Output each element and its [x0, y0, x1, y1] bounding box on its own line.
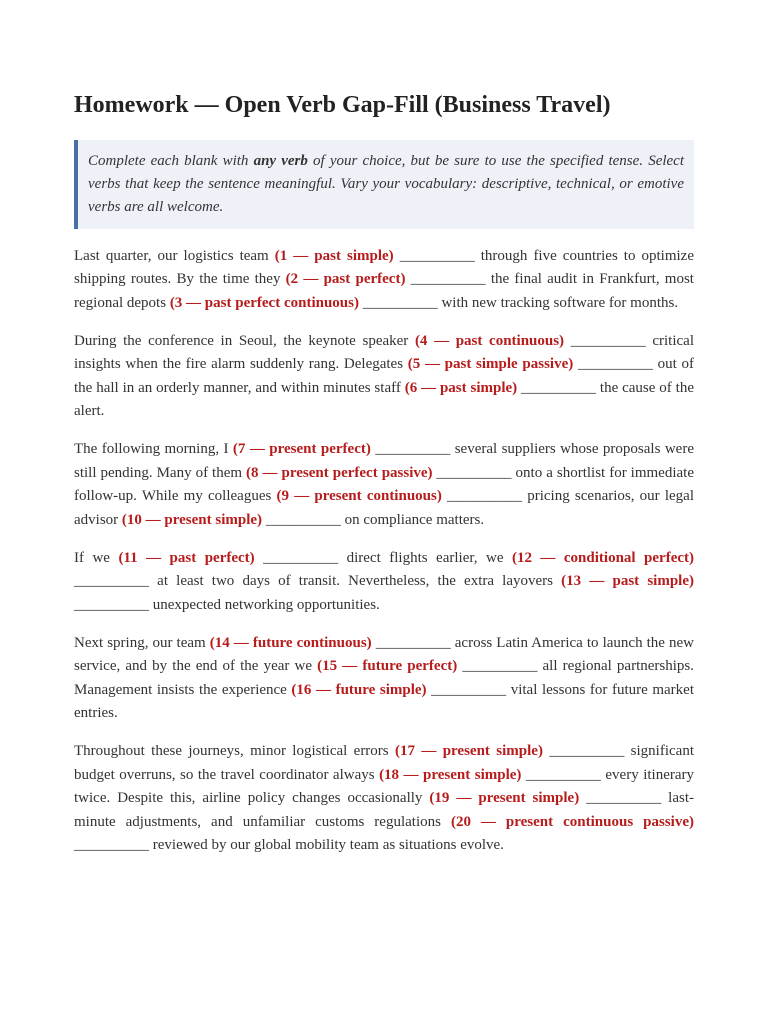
paragraph-text: direct flights earlier, we — [338, 549, 512, 566]
exercise-paragraph — [74, 547, 694, 617]
tense-prompt: (5 — past simple passive) — [407, 356, 574, 373]
tense-prompt: (18 — present simple) — [379, 766, 522, 783]
tense-prompt: (16 — future simple) — [291, 681, 427, 698]
answer-blank[interactable]: __________ — [362, 294, 438, 311]
paragraph-text: every itinerary twice. Despite this, airline policy changes occasionally — [74, 766, 694, 807]
answer-blank[interactable]: __________ — [577, 356, 653, 373]
tense-prompt: (8 — present perfect passive) — [246, 464, 433, 481]
answer-blank[interactable]: __________ — [549, 743, 625, 760]
instructions-text-after: of your choice, but be sure to use the specified tense. Select verbs that keep the sentence meaningful. Vary your vocabulary: descriptive, technical, or emotive verbs are all welcome. — [88, 153, 685, 215]
answer-blank[interactable]: __________ — [447, 488, 523, 505]
answer-blank[interactable]: __________ — [74, 596, 149, 613]
tense-prompt: (6 — past simple) — [404, 379, 518, 396]
paragraph-text: significant budget overruns, so the travel coordinator always — [74, 743, 694, 783]
answer-blank[interactable]: __________ — [462, 658, 538, 675]
paragraph-text: several suppliers whose proposals were still pending. Many of them — [74, 441, 694, 481]
paragraph-text — [564, 333, 571, 349]
answer-blank[interactable]: __________ — [586, 790, 662, 807]
tense-prompt: (4 — past continuous) — [414, 333, 565, 350]
paragraph-text: vital lessons for future market entries. — [74, 681, 694, 722]
tense-prompt: (9 — present continuous) — [276, 488, 442, 505]
paragraph-text: reviewed by our global mobility team as situations evolve. — [149, 836, 504, 853]
paragraph-text: through five countries to optimize shipping routes. By the time they — [74, 248, 694, 288]
tense-prompt: (13 — past simple) — [561, 573, 694, 590]
paragraph-text: the cause of the alert. — [74, 379, 694, 420]
paragraph-text: across Latin America to launch the new service, and by the end of the year we — [74, 634, 694, 675]
paragraph-text: pricing scenarios, our legal advisor — [74, 488, 695, 528]
tense-prompt: (11 — past perfect) — [118, 549, 255, 566]
paragraph-text: last-minute adjustments, and unfamiliar customs regulations — [74, 790, 695, 830]
answer-blank[interactable]: __________ — [410, 271, 486, 288]
tense-prompt: (10 — present simple) — [121, 511, 263, 528]
paragraph-text: During the conference in Seoul, the keynote speaker — [74, 333, 415, 350]
exercise-paragraph — [74, 632, 694, 726]
tense-prompt: (1 — past simple) — [274, 248, 394, 264]
answer-blank[interactable]: __________ — [375, 441, 451, 458]
tense-prompt: (19 — present simple) — [429, 790, 580, 807]
tense-prompt: (20 — present continuous passive) — [450, 813, 694, 830]
answer-blank[interactable]: __________ — [74, 836, 149, 853]
paragraph-text: Last quarter, our logistics team — [74, 248, 275, 264]
answer-blank[interactable]: __________ — [521, 379, 597, 396]
exercise-body — [74, 245, 694, 857]
instructions-text-before: Complete each blank with — [88, 153, 254, 169]
paragraph-text: The following morning, I — [74, 441, 233, 458]
answer-blank[interactable]: __________ — [436, 464, 512, 481]
exercise-paragraph — [74, 330, 694, 424]
answer-blank[interactable]: __________ — [375, 634, 451, 651]
answer-blank[interactable]: __________ — [74, 573, 149, 590]
tense-prompt: (15 — future perfect) — [317, 658, 458, 675]
answer-blank[interactable]: __________ — [263, 549, 339, 566]
paragraph-text: the final audit in Frankfurt, most regional depots — [74, 271, 694, 311]
tense-prompt: (2 — past perfect) — [285, 271, 406, 288]
tense-prompt: (17 — present simple) — [395, 743, 543, 760]
paragraph-text: Next spring, our team — [74, 634, 210, 651]
answer-blank[interactable]: __________ — [525, 766, 601, 783]
paragraph-text: all regional partnerships. Management insists the experience — [74, 658, 694, 698]
tense-prompt: (12 — conditional perfect) — [511, 549, 695, 566]
instructions-box — [74, 140, 694, 229]
paragraph-text: at least two days of transit. Nevertheless, the extra layovers — [149, 573, 562, 590]
exercise-paragraph — [74, 438, 694, 532]
tense-prompt: (14 — future continuous) — [209, 634, 372, 651]
tense-prompt: (3 — past perfect continuous) — [169, 294, 359, 311]
paragraph-text: out of the hall in an orderly manner, and within minutes staff — [74, 356, 694, 396]
page-title: Homework — Open Verb Gap-Fill (Business Travel) — [74, 92, 611, 118]
paragraph-text: onto a shortlist for immediate follow-up. While my colleagues — [74, 464, 694, 505]
paragraph-text: Throughout these journeys, minor logistical errors — [74, 743, 395, 760]
answer-blank[interactable]: __________ — [431, 681, 507, 698]
paragraph-text: on compliance matters. — [340, 511, 485, 528]
exercise-paragraph — [74, 740, 694, 857]
paragraph-text: with new tracking software for months. — [437, 294, 679, 311]
paragraph-text — [255, 550, 263, 566]
paragraph-text: critical insights when the fire alarm suddenly rang. Delegates — [74, 333, 694, 373]
answer-blank[interactable]: __________ — [570, 333, 646, 350]
answer-blank[interactable]: __________ — [399, 248, 475, 264]
paragraph-text: unexpected networking opportunities. — [149, 596, 380, 613]
answer-blank[interactable]: __________ — [265, 511, 341, 528]
paragraph-text: If we — [74, 549, 119, 566]
exercise-paragraph — [74, 245, 694, 315]
instructions-emphasis: any verb — [253, 153, 308, 169]
tense-prompt: (7 — present perfect) — [232, 441, 371, 458]
